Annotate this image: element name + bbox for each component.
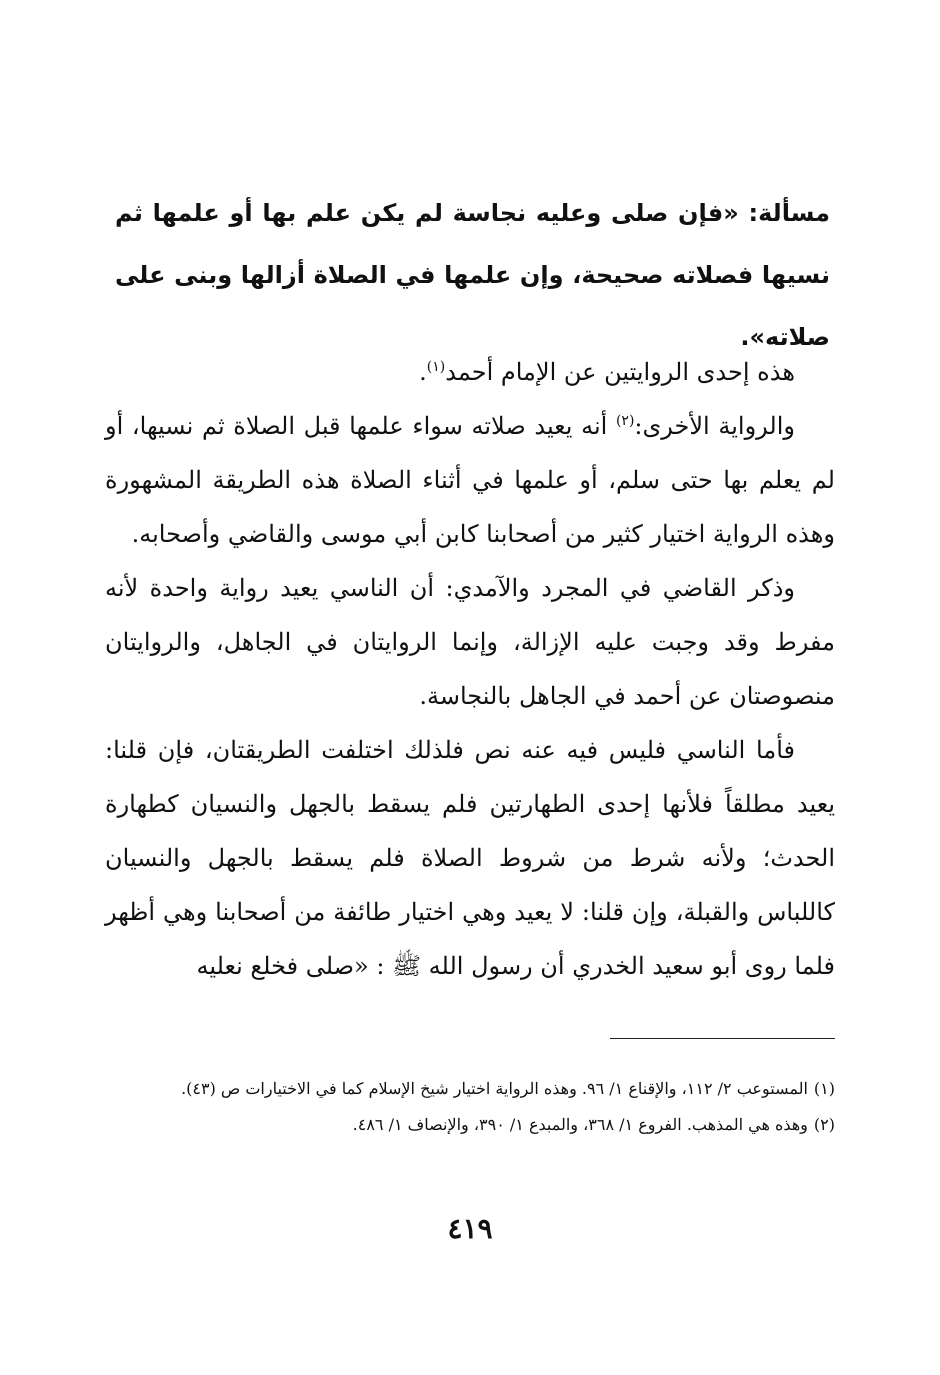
footnote-number: (٢) — [813, 1115, 835, 1134]
paragraph-text: . — [419, 358, 427, 386]
paragraph-text: وذكر القاضي في المجرد والآمدي: أن الناسي يعيد رواية واحدة لأنه مفرط وقد وجبت عليه الإزالة، وإنما الروايتان في الجاهل، والروايتان منصوصتان عن أحمد في الجاهل بالنجاسة. — [105, 574, 835, 710]
footnote-text: المستوعب ٢/ ١١٢، والإقناع ١/ ٩٦. وهذه الرواية اختيار شيخ الإسلام كما في الاختيارات ص (٤٣). — [181, 1079, 808, 1098]
footnote-number: (١) — [813, 1079, 835, 1098]
paragraph — [105, 399, 835, 561]
masalah-label: مسألة: — [748, 199, 830, 227]
paragraph-text: هذه إحدى الروايتين عن الإمام أحمد — [445, 358, 795, 386]
paragraph — [105, 345, 835, 399]
footnote-ref: (٢) — [615, 413, 635, 429]
paragraph-text: فأما الناسي فليس فيه عنه نص فلذلك اختلفت الطريقتان، فإن قلنا: يعيد مطلقاً فلأنها إحدى الطهارتين فلم يسقط بالجهل والنسيان كطهارة الحدث؛ ولأنه شرط من شروط الصلاة فلم يسقط بالجهل والنسيان كاللباس والقبلة، وإن قلنا: لا يعيد وهي اختيار طائفة من أصحابنا وهي أظهر فلما روى أبو سعيد الخدري أن رسول الله ﷺ : «صلى فخلع نعليه — [105, 736, 835, 980]
footnote — [105, 1074, 835, 1104]
footnote-divider — [610, 1038, 835, 1039]
paragraph-text: أنه يعيد صلاته سواء علمها قبل الصلاة ثم نسيها، أو لم يعلم بها حتى سلم، أو علمها في أثناء الصلاة هذه الطريقة المشهورة وهذه الرواية اختيار كثير من أصحابنا كابن أبي موسى والقاضي وأصحابه. — [105, 412, 835, 548]
footnote-ref: (١) — [426, 359, 446, 375]
paragraph — [105, 723, 835, 993]
footnotes — [105, 1074, 835, 1146]
paragraph-text: والرواية الأخرى: — [634, 412, 795, 440]
masalah-text: «فإن صلى وعليه نجاسة لم يكن علم بها أو علمها ثم نسيها فصلاته صحيحة، وإن علمها في الصلاة أزالها وبنى على صلاته». — [115, 199, 830, 351]
commentary-body — [105, 345, 835, 993]
masalah-block — [115, 182, 830, 368]
footnote-text: وهذه هي المذهب. الفروع ١/ ٣٦٨، والمبدع ١/ ٣٩٠، والإنصاف ١/ ٤٨٦. — [352, 1115, 808, 1134]
footnote — [105, 1110, 835, 1140]
paragraph — [105, 561, 835, 723]
page-number: ٤١٩ — [447, 1212, 493, 1245]
